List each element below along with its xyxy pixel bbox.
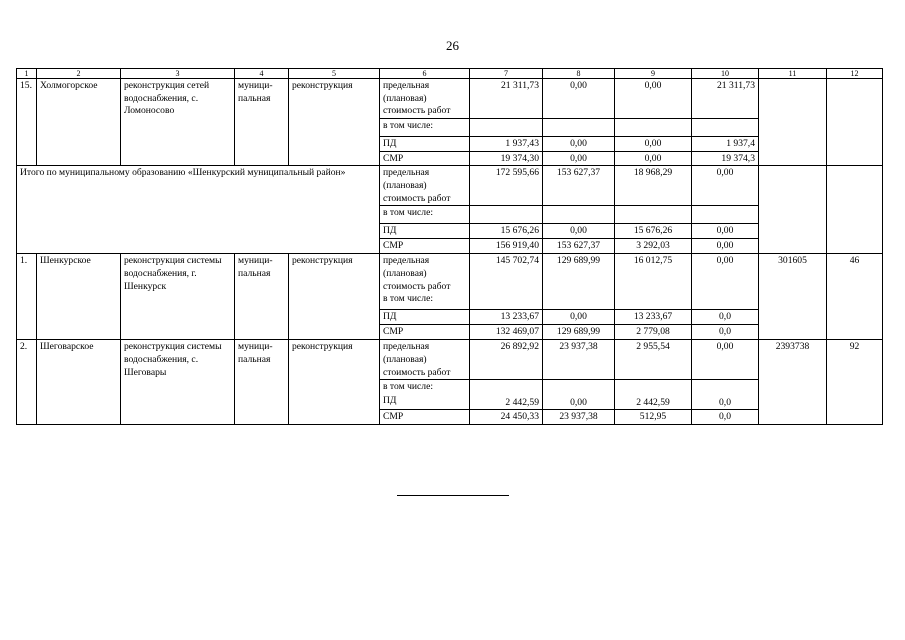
including-label: в том числе: bbox=[383, 293, 434, 305]
value-cell: 3 292,03 bbox=[615, 239, 692, 254]
including-label: в том числе: bbox=[380, 380, 470, 394]
value-cell bbox=[470, 206, 543, 224]
municipality-name: Холмогорское bbox=[37, 79, 121, 166]
value-cell bbox=[759, 79, 827, 166]
value-cell: 21 311,73 bbox=[692, 79, 759, 119]
value-cell: 0,00 bbox=[543, 224, 615, 239]
value-cell bbox=[543, 206, 615, 224]
value-cell: 2 442,59 bbox=[470, 380, 543, 410]
end-divider-line bbox=[397, 495, 509, 496]
value-cell: 172 595,66 bbox=[470, 166, 543, 206]
cost-label: предельная (плановая) стоимость работ bbox=[380, 340, 470, 380]
page-number: 26 bbox=[446, 38, 459, 53]
value-cell: 0,0 bbox=[692, 380, 759, 410]
value-cell: 21 311,73 bbox=[470, 79, 543, 119]
value-cell: 0,00 bbox=[692, 340, 759, 380]
value-cell: 2 779,08 bbox=[615, 325, 692, 340]
column-number-header bbox=[17, 69, 883, 79]
value-cell: 0,00 bbox=[692, 166, 759, 206]
value-cell bbox=[692, 206, 759, 224]
value-cell: 26 892,92 bbox=[470, 340, 543, 380]
pd-label: ПД bbox=[380, 137, 470, 152]
header-cell: 7 bbox=[470, 69, 543, 79]
value-cell: 145 702,74 bbox=[470, 254, 543, 310]
value-cell: 2393738 bbox=[759, 340, 827, 425]
value-cell: 19 374,30 bbox=[470, 151, 543, 166]
value-cell: 0,00 bbox=[615, 151, 692, 166]
work-type: реконструкция bbox=[289, 340, 380, 425]
value-cell: 1 937,4 bbox=[692, 137, 759, 152]
header-cell: 5 bbox=[289, 69, 380, 79]
header-cell: 12 bbox=[827, 69, 883, 79]
table-row bbox=[17, 79, 883, 119]
work-type: реконструкция bbox=[289, 79, 380, 166]
object-description: реконструкция системы водоснабжения, г. Шенкурск bbox=[121, 254, 235, 340]
value-cell: 156 919,40 bbox=[470, 239, 543, 254]
pd-label: ПД bbox=[380, 394, 470, 410]
object-description: реконструкция системы водоснабжения, с. Шеговары bbox=[121, 340, 235, 425]
value-cell: 0,00 bbox=[615, 79, 692, 119]
header-cell: 6 bbox=[380, 69, 470, 79]
header-cell: 2 bbox=[37, 69, 121, 79]
value-cell: 0,00 bbox=[543, 380, 615, 410]
smr-label: СМР bbox=[380, 151, 470, 166]
municipality-name: Шенкурское bbox=[37, 254, 121, 340]
cost-label-text: предельная (плановая) стоимость работ bbox=[383, 255, 451, 292]
value-cell: 23 937,38 bbox=[543, 340, 615, 380]
value-cell: 129 689,99 bbox=[543, 325, 615, 340]
pd-label: ПД bbox=[380, 224, 470, 239]
value-cell: 132 469,07 bbox=[470, 325, 543, 340]
table-row bbox=[17, 166, 883, 206]
pd-label: ПД bbox=[380, 310, 470, 325]
value-cell: 19 374,3 bbox=[692, 151, 759, 166]
value-cell: 23 937,38 bbox=[543, 410, 615, 425]
value-cell: 0,00 bbox=[543, 310, 615, 325]
header-cell: 3 bbox=[121, 69, 235, 79]
value-cell: 13 233,67 bbox=[470, 310, 543, 325]
value-cell bbox=[470, 119, 543, 137]
municipality-name: Шеговарское bbox=[37, 340, 121, 425]
value-cell: 0,00 bbox=[615, 137, 692, 152]
value-cell: 0,00 bbox=[692, 239, 759, 254]
value-cell: 153 627,37 bbox=[543, 166, 615, 206]
table-row bbox=[17, 254, 883, 310]
value-cell: 0,00 bbox=[692, 254, 759, 310]
cost-label: предельная (плановая) стоимость работ bbox=[380, 79, 470, 119]
including-label: в том числе: bbox=[380, 206, 470, 224]
row-number: 2. bbox=[17, 340, 37, 425]
cost-label: предельная (плановая) стоимость работ bbox=[380, 166, 470, 206]
value-cell bbox=[759, 166, 827, 254]
value-cell bbox=[543, 119, 615, 137]
header-cell: 4 bbox=[235, 69, 289, 79]
value-cell bbox=[827, 79, 883, 166]
smr-label: СМР bbox=[380, 410, 470, 425]
value-cell: 1 937,43 bbox=[470, 137, 543, 152]
value-cell bbox=[615, 119, 692, 137]
cost-label bbox=[380, 254, 470, 310]
object-description: реконструкция сетей водоснабжения, с. Ломоносово bbox=[121, 79, 235, 166]
value-cell: 301605 bbox=[759, 254, 827, 340]
value-cell: 512,95 bbox=[615, 410, 692, 425]
value-cell: 2 442,59 bbox=[615, 380, 692, 410]
value-cell: 15 676,26 bbox=[470, 224, 543, 239]
value-cell: 0,0 bbox=[692, 325, 759, 340]
ownership: муници-пальная bbox=[235, 254, 289, 340]
header-cell: 9 bbox=[615, 69, 692, 79]
value-cell: 0,00 bbox=[692, 224, 759, 239]
smr-label: СМР bbox=[380, 325, 470, 340]
value-cell: 0,00 bbox=[543, 137, 615, 152]
ownership: муници-пальная bbox=[235, 340, 289, 425]
value-cell: 18 968,29 bbox=[615, 166, 692, 206]
value-cell: 46 bbox=[827, 254, 883, 340]
value-cell: 15 676,26 bbox=[615, 224, 692, 239]
total-label: Итого по муниципальному образованию «Шенкурский муниципальный район» bbox=[17, 166, 380, 254]
value-cell: 153 627,37 bbox=[543, 239, 615, 254]
value-cell: 13 233,67 bbox=[615, 310, 692, 325]
value-cell: 0,0 bbox=[692, 410, 759, 425]
work-type: реконструкция bbox=[289, 254, 380, 340]
header-cell: 1 bbox=[17, 69, 37, 79]
table-row bbox=[17, 340, 883, 380]
header-cell: 8 bbox=[543, 69, 615, 79]
value-cell: 16 012,75 bbox=[615, 254, 692, 310]
including-label: в том числе: bbox=[380, 119, 470, 137]
smr-label: СМР bbox=[380, 239, 470, 254]
value-cell: 0,00 bbox=[543, 151, 615, 166]
investment-table bbox=[16, 68, 883, 425]
value-cell bbox=[827, 166, 883, 254]
value-cell: 92 bbox=[827, 340, 883, 425]
header-cell: 11 bbox=[759, 69, 827, 79]
value-cell: 0,0 bbox=[692, 310, 759, 325]
value-cell: 2 955,54 bbox=[615, 340, 692, 380]
value-cell bbox=[692, 119, 759, 137]
row-number: 15. bbox=[17, 79, 37, 166]
ownership: муници-пальная bbox=[235, 79, 289, 166]
row-number: 1. bbox=[17, 254, 37, 340]
value-cell: 0,00 bbox=[543, 79, 615, 119]
value-cell bbox=[615, 206, 692, 224]
value-cell: 129 689,99 bbox=[543, 254, 615, 310]
header-cell: 10 bbox=[692, 69, 759, 79]
value-cell: 24 450,33 bbox=[470, 410, 543, 425]
